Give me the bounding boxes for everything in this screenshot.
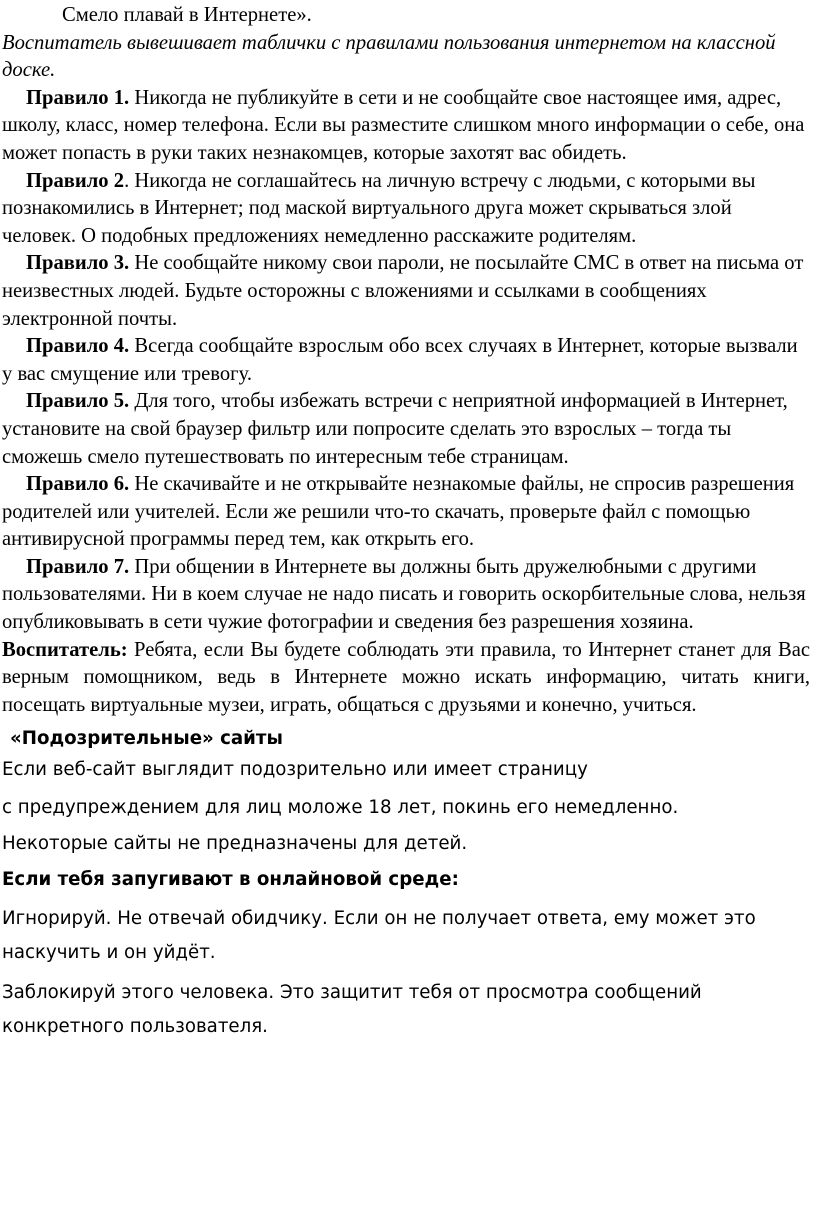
suspicious-sites-section — [2, 725, 810, 856]
rule-3 — [2, 250, 810, 333]
sites-text-line: Некоторые сайты не предназначены для детей. — [2, 833, 468, 855]
bullying-advice: Заблокируй этого человека. Это защитит тебя от просмотра сообщений конкретного пользователя. — [2, 982, 702, 1038]
educator-paragraph — [2, 637, 810, 720]
bullying-advice: Игнорируй. Не отвечай обидчику. Если он не получает ответа, ему может это наскучить и он уйдёт. — [2, 908, 756, 964]
rule-text: Никогда не публикуйте в сети и не сообщайте свое настоящее имя, адрес, школу, класс, номер телефона. Если вы разместите слишком много информации о себе, она может попасть в руки таких незнакомцев, которые захотят вас обидеть. — [2, 86, 805, 164]
rule-4 — [2, 333, 810, 388]
rule-label: Правило 5. — [26, 390, 130, 413]
section-title: «Подозрительные» сайты — [10, 728, 283, 750]
rule-2 — [2, 168, 810, 251]
rule-text: При общении в Интернете вы должны быть дружелюбными с другими пользователями. Ни в коем случае не надо писать и говорить оскорбительные слова, нельзя опубликовывать в сети чужие фотографии и сведения без разрешения хозяина. — [2, 555, 806, 634]
section-title: Если тебя запугивают в онлайновой среде: — [2, 869, 459, 891]
rule-6 — [2, 471, 810, 554]
rule-text: Всегда сообщайте взрослым обо всех случаях в Интернет, которые вызвали у вас смущение или тревогу. — [2, 335, 798, 385]
rule-label: Правило 7. — [26, 555, 130, 578]
rule-label: Правило 3. — [26, 252, 130, 275]
rule-label: Правило 6. — [26, 473, 130, 496]
rules-list — [2, 85, 810, 637]
educator-text: Ребята, если Вы будете соблюдать эти правила, то Интернет станет для Вас верным помощником, ведь в Интернете можно искать информацию, читать книги, посещать виртуальные музеи, играть, общаться с друзьями и конечно, учиться. — [2, 638, 810, 716]
rule-5 — [2, 388, 810, 471]
rule-label: Правило 4. — [26, 335, 130, 358]
rule-text: Не скачивайте и не открывайте незнакомые файлы, не спросив разрешения родителей или учителей. Если же решили что-то скачать, проверьте файл с помощью антивирусной программы перед тем, как открыть его. — [2, 473, 795, 551]
sites-text-line: с предупреждением для лиц моложе 18 лет, покинь его немедленно. — [2, 797, 679, 819]
rule-text: Для того, чтобы избежать встречи с неприятной информацией в Интернет, установите на свой браузер фильтр или попросите сделать это взрослых – тогда ты сможешь смело путешествовать по интересным тебе страницам. — [2, 390, 788, 468]
sites-text-line: Если веб-сайт выглядит подозрительно или имеет страницу — [2, 759, 588, 781]
instruction-text: Воспитатель вывешивает таблички с правилами пользования интернетом на классной доске. — [2, 31, 776, 82]
educator-label: Воспитатель: — [2, 638, 128, 661]
bullying-section — [2, 868, 810, 1044]
rule-1 — [2, 85, 810, 168]
rule-label: Правило 1. — [26, 86, 130, 109]
rule-text: Не сообщайте никому свои пароли, не посылайте СМС в ответ на письма от неизвестных людей. Будьте осторожны с вложениями и ссылками в сообщениях электронной почты. — [2, 252, 804, 330]
intro-line: Смело плавай в Интернете». — [62, 4, 312, 26]
rule-label: Правило 2 — [26, 169, 125, 192]
rule-7 — [2, 554, 810, 637]
rule-text: . Никогда не соглашайтесь на личную встречу с людьми, с которыми вы познакомились в Интернет; под маской виртуального друга может скрываться злой человек. О подобных предложениях немедленно расскажите родителям. — [2, 169, 756, 247]
